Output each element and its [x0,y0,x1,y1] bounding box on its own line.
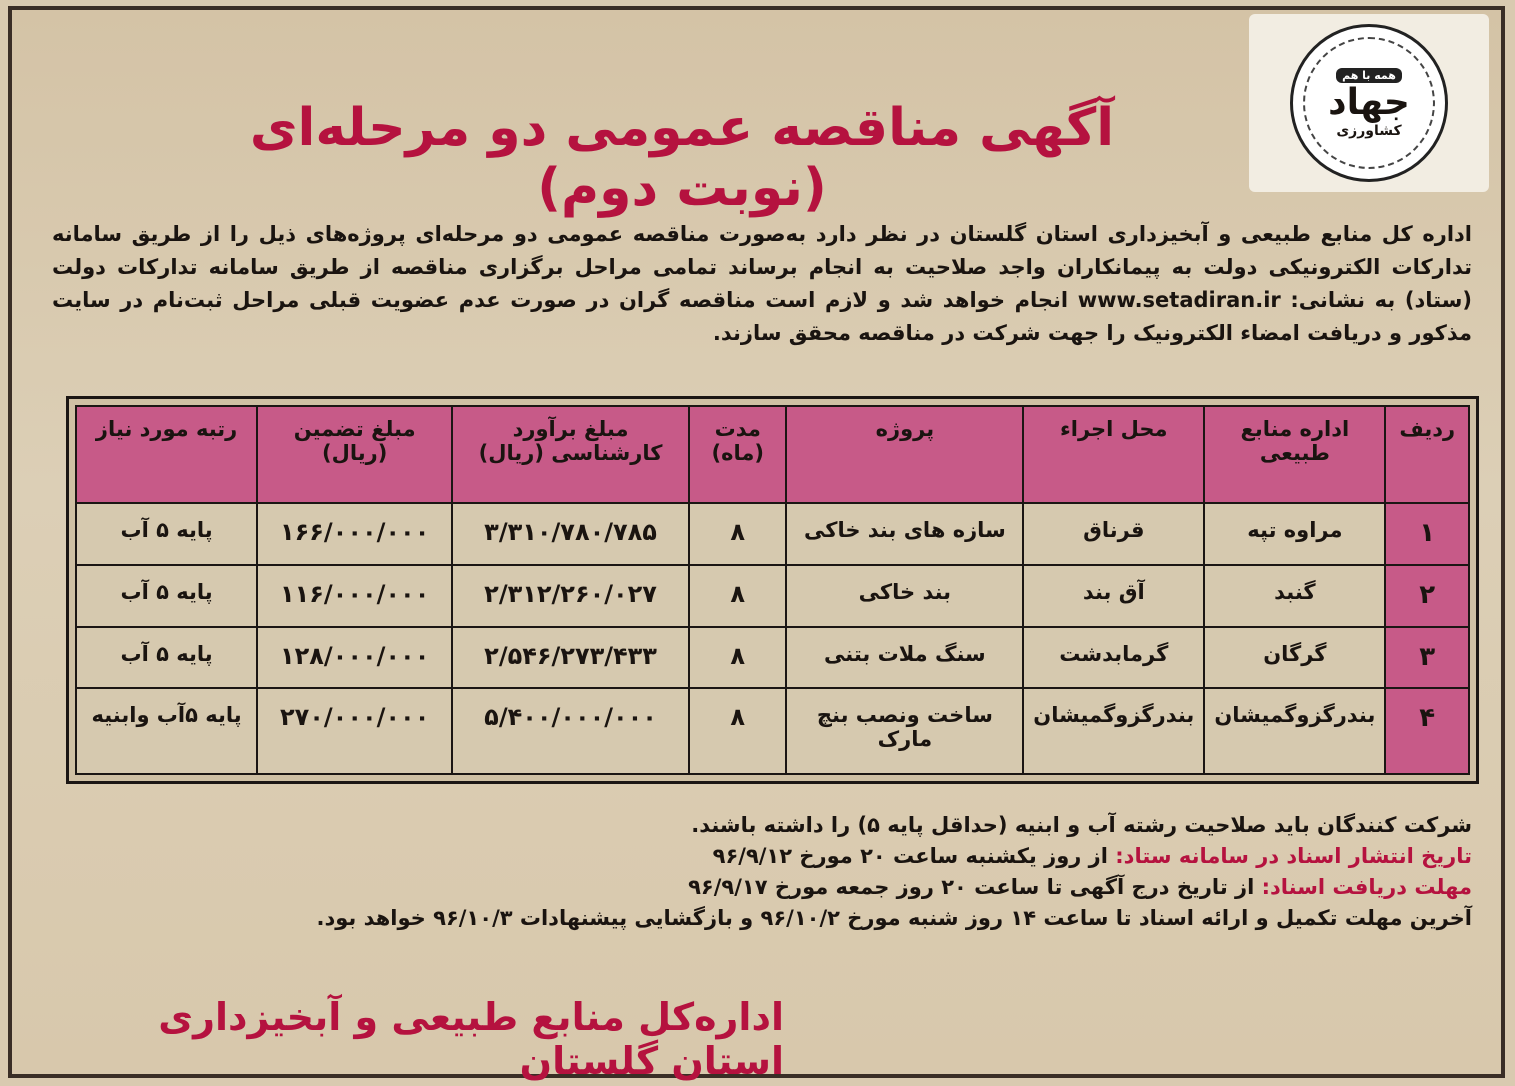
cell-estimate: ۲/۵۴۶/۲۷۳/۴۳۳ [452,627,689,689]
cell-guarantee: ۲۷۰/۰۰۰/۰۰۰ [257,688,452,774]
col-header-office: اداره منابع طبیعی [1204,406,1385,503]
cell-grade: پایه ۵ آب [76,565,257,627]
note-receive-label: مهلت دریافت اسناد: [1261,875,1472,899]
cell-location: بندرگزوگمیشان [1023,688,1204,774]
cell-grade: پایه ۵آب وابنیه [76,688,257,774]
note-publish-date [72,841,1472,872]
cell-guarantee: ۱۶۶/۰۰۰/۰۰۰ [257,503,452,565]
cell-location: گرمابدشت [1023,627,1204,689]
logo-tag: همه با هم [1336,68,1402,83]
notes-block [72,810,1472,934]
col-header-project: پروژه [786,406,1023,503]
intro-paragraph: اداره کل منابع طبیعی و آبخیزداری استان گلستان در نظر دارد به‌صورت مناقصه عمومی دو مرحله‌ای پروژه‌های ذیل را از طریق سامانه تدارکات الکترونیکی دولت به پیمانکاران واجد صلاحیت به انجام برساند تمامی مراحل برگزاری مناقصه از طریق سامانه تدارکات دولت (ستاد) به نشانی: www.setadiran.ir انجام خواهد شد و لازم است مناقصه گران در صورت عدم عضویت قبلی مراحل ثبت‌نام در سایت مذکور و دریافت امضاء الکترونیک را جهت شرکت در مناقصه محقق سازند. [52,222,1472,345]
col-header-estimate: مبلغ برآورد کارشناسی (ریال) [452,406,689,503]
note-final-deadline: آخرین مهلت تکمیل و ارائه اسناد تا ساعت ۱۴ روز شنبه مورخ ۹۶/۱۰/۲ و بازگشایی پیشنهادات ۹۶/۱۰/۳ خواهد بود. [316,906,1472,930]
footer-issuer: اداره‌کل منابع طبیعی و آبخیزداری استان گلستان [158,995,784,1083]
cell-office: گنبد [1204,565,1385,627]
cell-project: سازه های بند خاکی [786,503,1023,565]
cell-project: ساخت ونصب بنچ مارک [786,688,1023,774]
cell-guarantee: ۱۲۸/۰۰۰/۰۰۰ [257,627,452,689]
note-receive-value: از تاریخ درج آگهی تا ساعت ۲۰ روز جمعه مورخ ۹۶/۹/۱۷ [688,875,1255,899]
col-header-duration: مدت (ماه) [689,406,787,503]
table-header-row [76,406,1469,503]
cell-grade: پایه ۵ آب [76,627,257,689]
tender-table-frame [66,396,1479,784]
col-header-guarantee: مبلغ تضمین (ریال) [257,406,452,503]
logo-seal-icon [1290,24,1448,182]
cell-project: سنگ ملات بتنی [786,627,1023,689]
table-row [76,565,1469,627]
cell-grade: پایه ۵ آب [76,503,257,565]
logo-main-text: جهاد [1328,81,1410,123]
cell-duration: ۸ [689,627,787,689]
cell-estimate: ۳/۳۱۰/۷۸۰/۷۸۵ [452,503,689,565]
note-receive-deadline [72,872,1472,903]
col-header-grade: رتبه مورد نیاز [76,406,257,503]
logo-sub-text: کشاورزی [1336,122,1402,139]
cell-estimate: ۲/۳۱۲/۲۶۰/۰۲۷ [452,565,689,627]
cell-duration: ۸ [689,688,787,774]
cell-location: قرناق [1023,503,1204,565]
table-row [76,503,1469,565]
cell-row-number: ۲ [1385,565,1469,627]
logo-ring [1303,37,1435,169]
cell-project: بند خاکی [786,565,1023,627]
cell-office: بندرگزوگمیشان [1204,688,1385,774]
cell-guarantee: ۱۱۶/۰۰۰/۰۰۰ [257,565,452,627]
advertisement-page [8,6,1505,1083]
page-title: آگهی مناقصه عمومی دو مرحله‌ای (نوبت دوم) [249,98,1115,218]
cell-duration: ۸ [689,565,787,627]
cell-row-number: ۴ [1385,688,1469,774]
jahad-keshavarzi-logo [1249,14,1489,192]
cell-duration: ۸ [689,503,787,565]
col-header-row-number: ردیف [1385,406,1469,503]
cell-location: آق بند [1023,565,1204,627]
cell-row-number: ۳ [1385,627,1469,689]
note-publish-label: تاریخ انتشار اسناد در سامانه ستاد: [1115,844,1472,868]
cell-office: گرگان [1204,627,1385,689]
tender-table [75,405,1470,775]
cell-estimate: ۵/۴۰۰/۰۰۰/۰۰۰ [452,688,689,774]
note-eligibility: شرکت کنندگان باید صلاحیت رشته آب و ابنیه (حداقل پایه ۵) را داشته باشند. [691,813,1472,837]
table-row [76,627,1469,689]
cell-row-number: ۱ [1385,503,1469,565]
cell-office: مراوه تپه [1204,503,1385,565]
table-row [76,688,1469,774]
col-header-location: محل اجراء [1023,406,1204,503]
note-publish-value: از روز یکشنبه ساعت ۲۰ مورخ ۹۶/۹/۱۲ [712,844,1108,868]
